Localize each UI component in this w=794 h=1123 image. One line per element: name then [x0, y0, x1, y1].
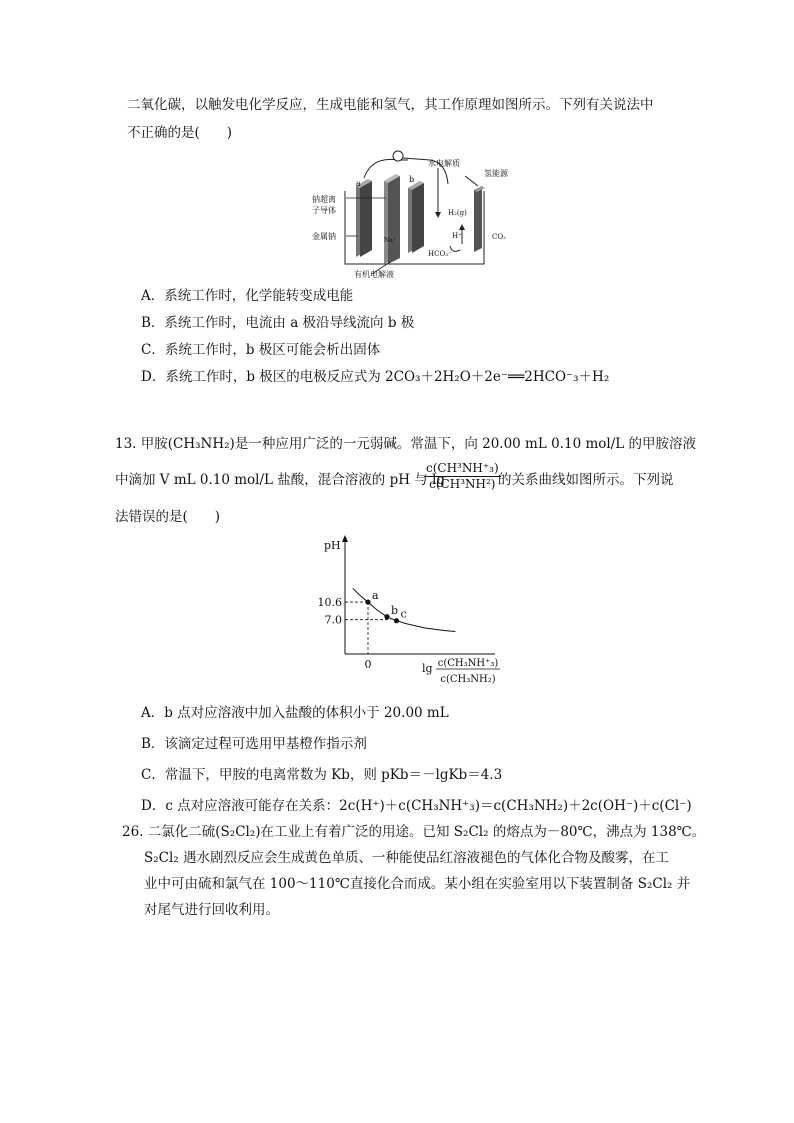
q13-option-c: C．常温下，甲胺的电离常数为 Kb，则 pKb＝－lgKb＝4.3 — [141, 767, 503, 783]
y-tick-label-1: 7.0 — [324, 613, 342, 627]
data-point-label-a: a — [372, 589, 379, 603]
electrochemical-cell-diagram — [310, 146, 525, 282]
label-na-ion: Na⁺ — [384, 237, 396, 244]
label-organic-electrolyte: 有机电解液 — [354, 270, 394, 279]
x-axis-label-den: c(CH₃NH₂) — [440, 674, 496, 685]
x-tick-label-0: 0 — [364, 658, 372, 671]
q26-line1: 26. 二氯化二硫(S₂Cl₂)在工业上有着广泛的用途。已知 S₂Cl₂ 的熔点为－80℃，沸点为 138℃。 — [122, 824, 706, 840]
label-hco3: HCO₃⁻ — [428, 250, 452, 258]
label-ion-conductor-1: 钠超离 — [312, 195, 336, 204]
q13-stem-line3: 法错误的是( ) — [115, 509, 221, 525]
q13-number: 13. — [115, 436, 137, 452]
label-ion-conductor-2: 子导体 — [312, 206, 336, 215]
y-axis-arrow — [342, 535, 348, 542]
q13-stem-line2-post: 的关系曲线如图所示。下列说 — [498, 472, 674, 488]
data-point-c — [394, 618, 399, 623]
q26-line3: 业中可由硫和氯气在 100～110℃直接化合而成。某小组在实验室用以下装置制备 S₂Cl₂ 并 — [144, 876, 691, 892]
bulb-icon — [393, 151, 403, 161]
label-co2: CO₂ — [492, 233, 506, 241]
y-axis-label: pH — [324, 539, 341, 552]
label-h2: H₂(g) — [448, 209, 467, 217]
x-axis-label-num: c(CH₃NH⁺₃) — [437, 658, 499, 669]
q13-stem-line1 — [115, 434, 696, 454]
label-hydrogen-energy: 氢能源 — [484, 169, 508, 178]
q13-stem-frac-num: c(CH³NH⁺₃) — [426, 461, 499, 475]
q13-stem-text-1: 甲胺(CH₃NH₂)是一种应用广泛的一元弱碱。常温下，向 20.00 mL 0.10 mol/L 的甲胺溶液 — [140, 436, 697, 452]
q13-option-a: A．b 点对应溶液中加入盐酸的体积小于 20.00 mL — [141, 705, 449, 721]
q13-stem-fraction — [424, 461, 501, 492]
q13-stem-line2-pre: 中滴加 V mL 0.10 mol/L 盐酸，混合溶液的 pH 与 lg — [115, 472, 446, 488]
ph-chart — [300, 532, 510, 692]
q12-option-c: C．系统工作时，b 极区可能会析出固体 — [141, 342, 381, 358]
label-metal-na: 金属钠 — [312, 232, 336, 241]
q12-option-a: A．系统工作时，化学能转变成电能 — [141, 288, 354, 304]
label-h-plus: H⁺ — [452, 232, 462, 240]
q13-stem-frac-den: c(CH³NH²) — [429, 477, 496, 491]
q12-option-d: D．系统工作时，b 极区的电极反应式为 2CO₃＋2H₂O＋2e⁻══2HCO⁻₃＋H₂ — [141, 369, 610, 385]
label-b: b — [409, 175, 415, 184]
label-a: a — [356, 179, 361, 188]
data-point-b — [384, 614, 389, 619]
label-water-electrolyte: 水电解质 — [428, 159, 460, 168]
q26-line2: S₂Cl₂ 遇水剧烈反应会生成黄色单质、一种能使品红溶液褪色的气体化合物及酸雾，在工 — [144, 850, 670, 866]
x-axis-label-prefix: lg — [422, 662, 433, 675]
q12-option-b: B．系统工作时，电流由 a 极沿导线流向 b 极 — [141, 315, 415, 331]
q13-option-b: B．该滴定过程可选用甲基橙作指示剂 — [141, 736, 367, 752]
y-tick-label-0: 10.6 — [317, 596, 342, 610]
q13-option-d: D．c 点对应溶液可能存在关系：2c(H⁺)＋c(CH₃NH⁺₃)＝c(CH₃NH₂)＋2c(OH⁻)＋c(Cl⁻) — [141, 798, 692, 814]
q26-line4: 对尾气进行回收利用。 — [144, 902, 279, 918]
q12-stem-line1: 二氧化碳，以触发电化学反应，生成电能和氢气，其工作原理如图所示。下列有关说法中 — [127, 97, 654, 113]
data-point-a — [365, 599, 370, 604]
data-point-label-b: b — [391, 603, 399, 617]
q12-stem-line2: 不正确的是( ) — [127, 125, 233, 141]
data-point-label-c: c — [400, 607, 407, 621]
